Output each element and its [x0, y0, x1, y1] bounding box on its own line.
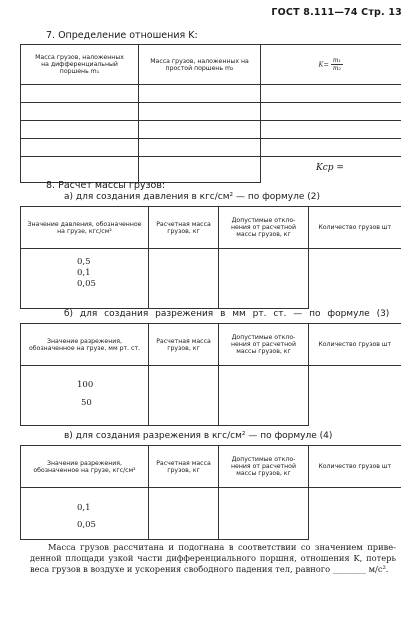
table-row: [21, 85, 401, 103]
col-vacuum-value: Значение разрежения, обозначенное на грузе, мм рт. ст.: [21, 324, 149, 366]
subsection-b-title: б) для создания разрежения в мм рт. ст. — по формуле (3): [64, 309, 390, 319]
col-diff-piston-mass: Масса грузов, наложенных на дифференциальный поршень m₁: [21, 45, 139, 85]
vacuum-value: 50: [81, 398, 92, 408]
col-pressure-value: Значение давления, обозначенное на грузе, кгс/см²: [21, 207, 149, 249]
table-row: [21, 249, 401, 309]
col-vacuum-value: Значение разрежения, обозначенное на грузе, кгс/см²: [21, 446, 149, 488]
k-fraction: [331, 57, 343, 72]
table-row: [21, 366, 401, 426]
pressure-value: 0,05: [77, 279, 96, 289]
col-tolerance: Допустимые отклонения от расчетной массы грузов, кг: [219, 324, 309, 366]
vacuum-mm-table: [20, 323, 401, 426]
section-8-title: 8. Расчет массы грузов:: [46, 180, 166, 191]
k-denominator: m₂: [332, 65, 341, 72]
vacuum-value: 100: [77, 380, 94, 390]
col-quantity: Количество грузов шт: [309, 446, 401, 488]
col-tolerance: Допустимые отклонения от расчетной массы грузов, кг: [219, 446, 309, 488]
col-simple-piston-mass: Масса грузов, наложенных на простой поршень m₂: [139, 45, 261, 85]
col-quantity: Количество грузов шт: [309, 207, 401, 249]
vacuum-kgf-value: 0,05: [77, 520, 96, 530]
vacuum-kgf-value: 0,1: [77, 503, 91, 513]
col-tolerance: Допустимые отклонения от расчетной массы грузов, кг: [219, 207, 309, 249]
table-row: [21, 121, 401, 139]
table-row: [21, 488, 401, 540]
subsection-c-title: в) для создания разрежения в кгс/см² — по формуле (4): [64, 431, 333, 441]
col-calc-mass: Расчетная масса грузов, кг: [149, 324, 219, 366]
k-average: Kср =: [316, 163, 344, 173]
vacuum-kgf-table: [20, 445, 401, 540]
k-label: K=: [318, 60, 329, 69]
pressure-value: 0,1: [77, 268, 91, 278]
col-quantity: Количество грузов шт: [309, 324, 401, 366]
section-7-title: 7. Определение отношения K:: [46, 30, 198, 41]
table-row: [21, 103, 401, 121]
pressure-value: 0,5: [77, 257, 91, 267]
k-numerator: m₁: [332, 57, 341, 64]
footer-paragraph: Масса грузов рассчитана и подогнана в соответствии со значением приведенной площади узкой части дифференциального поршня, отношения K, потерь веса грузов в воздухе и ускорения свободного падения тел, равного ________ м/с².: [30, 542, 396, 574]
col-calc-mass: Расчетная масса грузов, кг: [149, 446, 219, 488]
col-calc-mass: Расчетная масса грузов, кг: [149, 207, 219, 249]
pressure-table: [20, 206, 401, 309]
page-header: ГОСТ 8.111—74 Стр. 13: [271, 7, 402, 18]
subsection-a-title: а) для создания давления в кгс/см² — по формуле (2): [64, 192, 321, 202]
table-row: [21, 139, 401, 157]
col-k-formula: [261, 45, 401, 85]
